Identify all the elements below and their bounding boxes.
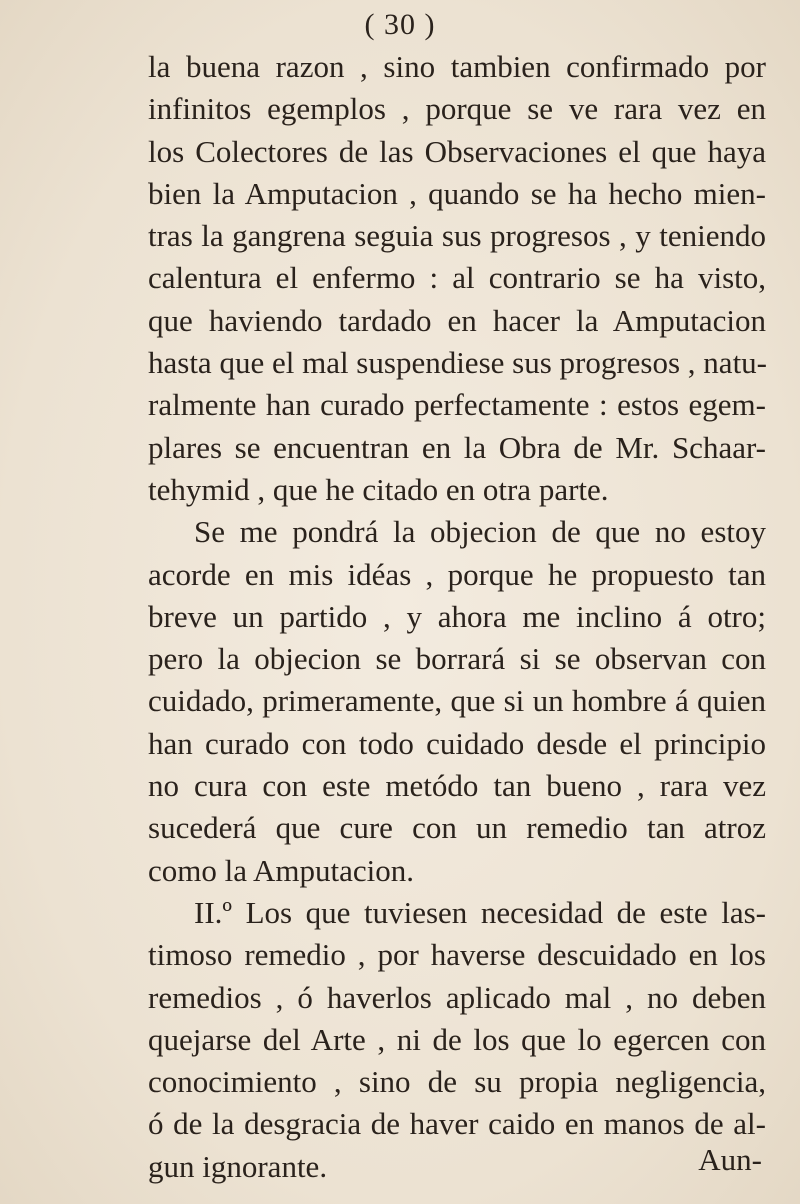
page-number: ( 30 ) [364, 8, 436, 41]
text-line: ó de la desgracia de haver caido en manos de al- [148, 1106, 766, 1142]
catchword: Aun- [698, 1142, 762, 1177]
text-line: no cura con este metódo tan bueno , rara vez [148, 768, 766, 804]
text-line: los Colectores de las Observaciones el que haya [148, 133, 766, 169]
text-line: pero la objecion se borrará si se observan con [148, 641, 766, 677]
text-line: la buena razon , sino tambien confirmado por [148, 49, 766, 84]
text-line: quejarse del Arte , ni de los que lo egercen con [148, 1021, 766, 1057]
text-line: conocimiento , sino de su propia negligencia, [148, 1064, 766, 1100]
text-line: que haviendo tardado en hacer la Amputacion [148, 302, 766, 338]
text-line: tehymid , que he citado en otra parte. [148, 471, 609, 507]
text-line: tras la gangrena seguia sus progresos , y teniendo [148, 218, 766, 254]
text-line: sucederá que cure con un remedio tan atroz [148, 810, 766, 846]
text-line: acorde en mis idéas , porque he propuesto tan [148, 556, 766, 592]
text-line: remedios , ó haverlos aplicado mal , no deben [148, 979, 766, 1015]
text-line: calentura el enfermo : al contrario se ha visto, [148, 260, 766, 296]
text-line: gun ignorante. [148, 1148, 328, 1184]
text-line: cuidado, primeramente, que si un hombre á quien [148, 683, 766, 719]
text-line: han curado con todo cuidado desde el principio [148, 725, 766, 761]
text-line: Se me pondrá la objecion de que no estoy [194, 514, 766, 550]
text-line: bien la Amputacion , quando se ha hecho mien- [148, 175, 766, 211]
body-text [148, 46, 766, 1188]
text-line: plares se encuentran en la Obra de Mr. Schaar- [148, 429, 766, 465]
text-line: infinitos egemplos , porque se ve rara vez en [148, 91, 766, 127]
text-line: II.º Los que tuviesen necesidad de este las- [194, 894, 766, 930]
text-line: como la Amputacion. [148, 852, 415, 888]
text-line: ralmente han curado perfectamente : estos egem- [148, 387, 766, 423]
text-line: timoso remedio , por haverse descuidado en los [148, 937, 766, 973]
text-line: hasta que el mal suspendiese sus progresos , natu- [148, 345, 768, 381]
text-line: breve un partido , y ahora me inclino á otro; [148, 598, 766, 634]
